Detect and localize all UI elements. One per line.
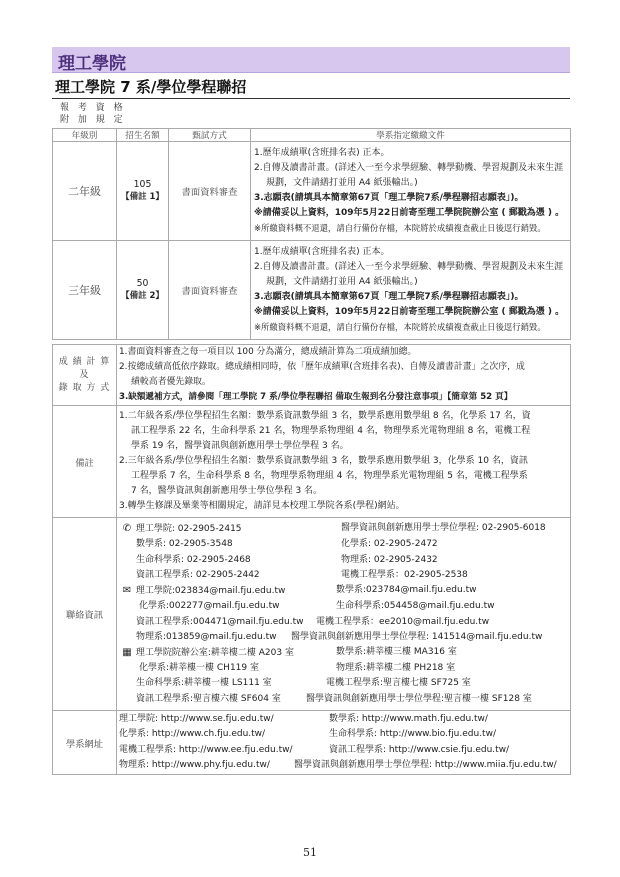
header-docs: 學系指定繳繳文件	[251, 129, 571, 142]
section-banner	[52, 47, 570, 73]
grade-cell: 三年級	[53, 241, 117, 340]
website-link[interactable]: 化學系: http://www.ch.fju.edu.tw/	[119, 729, 266, 740]
notes-row	[53, 406, 571, 518]
scoring-content: 1.書面資料審查之每一項目以 100 分為滿分，總成績計算為二項成績加總。 2.按總成績高低依序錄取。總成績相同時，依「歷年成績單(含班排名表)、自傳及讀書計畫」之次序，成 績較高者優先錄取。 3.缺額遞補方式，請參閱「理工學院 7 系/學位學程聯招 備取生報到名分發注意事項」【簡章第 52 頁】	[117, 345, 571, 406]
notes-label: 備註	[53, 406, 117, 518]
website-link[interactable]: 理工學院: http://www.se.fju.edu.tw/	[119, 714, 274, 725]
table-row	[53, 241, 571, 340]
docs-cell: 1.歷年成績單(含班排名表) 正本。 2.自傳及讀書計畫。(詳述入一至今求學經驗、轉學動機、學習規劃及未來生涯 規劃，文件請繕打並用 A4 紙張輸出。) 3.志願表(請填具本簡章第67頁「理工學院7系/學程聯招志願表」)。 ※請備妥以上資料，109年5月22日前寄至理工學院院辦公室 ( 郵戳為憑 ) 。 ※所繳資料概不退還，請自行備份存檔，本院將於成績複查截止日後逕行銷毀。	[251, 142, 571, 241]
method-cell: 書面資料審查	[169, 241, 251, 340]
table-row	[53, 142, 571, 241]
info-table	[52, 344, 571, 775]
page-number: 51	[303, 846, 317, 859]
header-quota: 招生名額	[117, 129, 169, 142]
title-rule	[52, 98, 570, 99]
building-icon: ▦	[122, 646, 132, 658]
website-link[interactable]: 物理系: http://www.phy.fju.edu.tw/	[119, 759, 270, 770]
docs-cell: 1.歷年成績單(含班排名表) 正本。 2.自傳及讀書計畫。(詳述入一至今求學經驗、轉學動機、學習規劃及未來生涯 規劃，文件請繕打並用 A4 紙張輸出。) 3.志願表(請填具本簡章第67頁「理工學院7系/學程聯招志願表」)。 ※請備妥以上資料，109年5月22日前寄至理工學院院辦公室 ( 郵戳為憑 ) 。 ※所繳資料概不退還，請自行備份存檔，本院將於成績複查截止日後逕行銷毀。	[251, 241, 571, 340]
scoring-label: 成 績 計 算 及 錄 取 方 式	[53, 345, 117, 406]
grade-cell: 二年級	[53, 142, 117, 241]
method-cell: 書面資料審查	[169, 142, 251, 241]
website-link[interactable]: 生命科學系: http://www.bio.fju.edu.tw/	[329, 729, 496, 740]
website-label: 學系網址	[53, 711, 117, 775]
admissions-table	[52, 128, 571, 340]
notes-content: 1.二年級各系/學位學程招生名額：數學系資訊數學組 3 名，數學系應用數學組 8 名，化學系 17 名，資 訊工程學系 22 名，生命科學系 21 名，物理學系物理組 4 名，物理學系光電物理組 8 名，電機工程 學系 19 名，醫學資訊與創新應用學士學位學程 3 名。 2.三年級各系/學位學程招生名額：數學系資訊數學組 3 名，數學系應用數學組 3，化學系 10 名，資訊 工程學系 7 名，生命科學系 8 名，物理學系物理組 4 名，物理學系光電物理組 5 名，電機工程學系 7 名，醫學資訊與創新應用學士學位學程 3 名。 3.轉學生修課及畢業等相關規定，請詳見本校理工學院各系(學程)網站。	[117, 406, 571, 518]
header-method: 甄試方式	[169, 129, 251, 142]
website-link[interactable]: 資訊工程學系: http://www.csie.fju.edu.tw/	[329, 744, 510, 755]
quota-cell: 105 【備註 1】	[117, 142, 169, 241]
page-subtitle: 理工學院 7 系/學位學程聯招	[55, 78, 247, 96]
website-link[interactable]: 數學系: http://www.math.fju.edu.tw/	[329, 714, 488, 725]
mail-icon: ✉	[122, 585, 132, 597]
contact-label: 聯絡資訊	[53, 518, 117, 711]
quota-cell: 50 【備註 2】	[117, 241, 169, 340]
contact-row	[53, 518, 571, 711]
website-content	[117, 711, 571, 775]
website-link[interactable]: 醫學資訊與創新應用學士學位學程: http://www.miia.fju.edu.tw/	[294, 759, 557, 770]
website-row	[53, 711, 571, 775]
contact-content: ✆ 理工學院: 02-2905-2415 醫學資訊與創新應用學士學位學程: 02-2905-6018 數學系: 02-2905-3548 化學系: 02-2905-2472 生命科學系: 02-2905-2468 物理系: 02-2905-2432 資訊工程學系: 02-2905-2442 電機工程學系：02-2905-2538 ✉ 理工學院:023834@mail.fju.edu.tw 數學系:023784@mail.fju.edu.tw 化學系:002277@mail.fju.edu.tw 生命科學系:054458@mail.fju.edu.tw 資訊工程學系:004471@mail.fju.edu.tw 電機工程學系：ee2010@mail.fju.edu.tw 物理系:013859@mail.fju.edu.tw 醫學資訊與創新應用學士學位學程: 141514@mail.fju.edu.tw ▦ 理工學院院辦公室:耕莘樓二樓 A203 室 數學系:耕莘樓三樓 MA316 室 化學系:耕莘樓一樓 CH119 室 物理系:耕莘樓二樓 PH218 室 生命科學系:耕莘樓一樓 LS111 室 電機工程學系:聖言樓七樓 SF725 室 資訊工程學系:聖言樓六樓 SF604 室 醫學資訊與創新應用學士學位學程:聖言樓一樓 SF128 室	[117, 518, 571, 711]
banner-title: 理工學院	[58, 54, 126, 74]
requirement-label: 報 考 資 格 附 加 規 定	[60, 103, 126, 125]
table-header	[53, 129, 571, 142]
phone-icon: ✆	[122, 523, 132, 535]
website-link[interactable]: 電機工程學系: http://www.ee.fju.edu.tw/	[119, 744, 293, 755]
scoring-row	[53, 345, 571, 406]
header-grade: 年級別	[53, 129, 117, 142]
